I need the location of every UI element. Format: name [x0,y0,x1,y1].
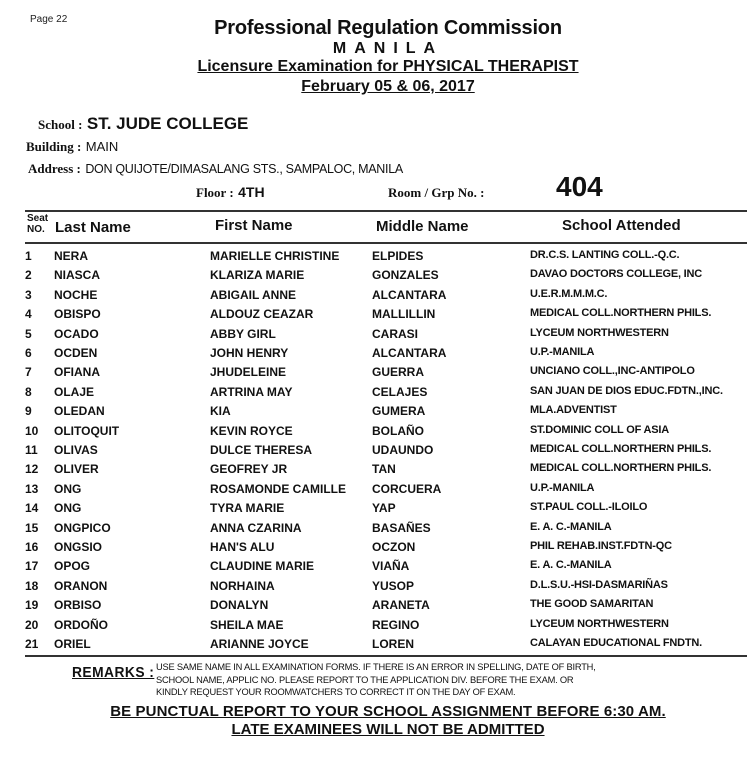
first-name: ROSAMONDE CAMILLE [210,481,346,496]
seat-number: 21 [25,637,39,651]
middle-name: GUERRA [372,365,425,380]
middle-name: TAN [372,462,396,477]
middle-name: CARASI [372,326,419,341]
school-attended: UNCIANO COLL.,INC-ANTIPOLO [530,365,695,378]
school-attended: LYCEUM NORTHWESTERN [530,326,669,339]
first-name: ARTRINA MAY [210,384,293,399]
punctuality-notice: BE PUNCTUAL REPORT TO YOUR SCHOOL ASSIGNMENT BEFORE 6:30 AM. [110,703,666,720]
table-header-rule [25,242,747,244]
first-name: ABBY GIRL [210,326,276,341]
middle-name: GUMERA [372,404,426,419]
middle-name: LOREN [372,637,414,651]
middle-name: ELPIDES [372,249,424,263]
table-row [0,249,750,268]
room-number: 404 [556,171,603,202]
first-name: ABIGAIL ANNE [210,287,297,302]
middle-name: BASAÑES [372,520,431,535]
school-attended: SAN JUAN DE DIOS EDUC.FDTN.,INC. [530,384,723,397]
seat-number: 4 [25,307,32,322]
middle-name: CORCUERA [372,481,442,496]
seat-number: 6 [25,346,32,360]
school-attended: D.L.S.U.-HSI-DASMARIÑAS [530,578,668,591]
school-label: School : [38,117,83,132]
table-row [0,618,750,637]
address-field [28,160,403,178]
header-first-name: First Name [215,217,293,234]
table-row [0,482,750,501]
table-row [0,637,750,656]
first-name: KLARIZA MARIE [210,268,305,283]
table-row [0,307,750,326]
last-name: OLEDAN [54,404,105,419]
last-name: OPOG [54,559,91,574]
seat-number: 3 [25,287,32,302]
middle-name: GONZALES [372,268,439,283]
last-name: NERA [54,249,89,263]
late-notice: LATE EXAMINEES WILL NOT BE ADMITTED [231,721,545,738]
first-name: DULCE THERESA [210,443,313,457]
school-attended: ST.PAUL COLL.-ILOILO [530,501,648,514]
seat-number: 15 [25,520,39,535]
seat-number: 5 [25,326,32,341]
last-name: ORIEL [54,637,91,651]
org-title: Professional Regulation Commission [214,17,562,39]
room-field [388,184,484,202]
last-name: ONGPICO [54,520,111,535]
last-name: NIASCA [54,268,101,283]
middle-name: ALCANTARA [372,287,447,302]
seat-number: 20 [25,617,39,632]
address-label: Address : [28,161,81,176]
school-attended: E. A. C.-MANILA [530,520,612,533]
school-attended: THE GOOD SAMARITAN [530,598,654,611]
last-name: OFIANA [54,365,100,380]
first-name: SHEILA MAE [210,617,284,632]
page-number: Page 22 [30,14,68,25]
school-attended: DAVAO DOCTORS COLLEGE, INC [530,268,703,281]
last-name: OCDEN [54,346,98,360]
school-attended: U.E.R.M.M.M.C. [530,287,608,300]
last-name: OBISPO [54,307,101,322]
school-attended: LYCEUM NORTHWESTERN [530,617,669,630]
header-middle-name: Middle Name [376,218,469,235]
last-name: NOCHE [54,287,98,302]
first-name: ALDOUZ CEAZAR [210,307,314,322]
school-attended: CALAYAN EDUCATIONAL FNDTN. [530,637,703,649]
seat-number: 2 [25,268,32,283]
table-row [0,598,750,617]
seat-number: 12 [25,462,39,477]
last-name: ONGSIO [54,540,103,554]
table-row [0,365,750,384]
building-value: MAIN [85,139,119,154]
header-seat-line1: Seat [27,213,49,224]
school-attended: MEDICAL COLL.NORTHERN PHILS. [530,307,712,320]
table-row [0,462,750,481]
seat-number: 9 [25,404,32,419]
school-attended: MEDICAL COLL.NORTHERN PHILS. [530,462,712,475]
first-name: ARIANNE JOYCE [210,637,309,651]
first-name: NORHAINA [210,578,275,593]
first-name: HAN'S ALU [210,540,275,554]
last-name: ORDOÑO [54,617,108,632]
middle-name: ALCANTARA [372,346,447,360]
middle-name: YUSOP [372,578,415,593]
remarks-text [156,661,676,699]
first-name: CLAUDINE MARIE [210,559,314,574]
room-label: Room / Grp No. : [388,185,485,200]
school-attended: MLA.ADVENTIST [530,404,617,417]
school-attended: U.P.-MANILA [530,481,595,494]
building-field [26,138,118,156]
first-name: KIA [210,404,231,419]
middle-name: BOLAÑO [372,423,424,438]
table-row [0,424,750,443]
school-attended: MEDICAL COLL.NORTHERN PHILS. [530,443,712,455]
seat-number: 1 [25,249,32,263]
table-row [0,288,750,307]
first-name: JOHN HENRY [210,346,289,360]
middle-name: MALLILLIN [372,307,436,322]
seat-number: 8 [25,384,32,399]
school-attended: PHIL REHAB.INST.FDTN-QC [530,540,672,552]
middle-name: YAP [372,501,396,516]
school-field [38,114,248,134]
school-attended: DR.C.S. LANTING COLL.-Q.C. [530,249,680,261]
table-row [0,443,750,462]
header-school-attended: School Attended [562,217,681,234]
header-seat-line2: NO. [27,224,45,235]
table-row [0,268,750,287]
table-row [0,521,750,540]
table-row [0,404,750,423]
last-name: OLIVER [54,462,99,477]
header-last-name: Last Name [55,219,131,236]
first-name: TYRA MARIE [210,501,285,516]
last-name: ONG [54,481,82,496]
first-name: MARIELLE CHRISTINE [210,249,340,263]
seat-number: 16 [25,540,39,554]
first-name: ANNA CZARINA [210,520,302,535]
seat-number: 7 [25,365,32,380]
middle-name: REGINO [372,617,420,632]
table-row [0,385,750,404]
middle-name: UDAUNDO [372,443,434,457]
last-name: OLAJE [54,384,95,399]
header-seat-no [27,213,48,235]
building-label: Building : [26,139,82,154]
school-value: ST. JUDE COLLEGE [86,114,249,133]
table-row [0,579,750,598]
seat-number: 10 [25,423,39,438]
table-row [0,327,750,346]
floor-field [196,184,265,202]
middle-name: OCZON [372,540,416,554]
last-name: ONG [54,501,82,516]
table-row [0,540,750,559]
floor-value: 4TH [238,184,265,200]
seat-number: 19 [25,598,39,613]
exam-dates: February 05 & 06, 2017 [301,78,475,95]
table-row [0,501,750,520]
school-attended: ST.DOMINIC COLL OF ASIA [530,423,670,436]
seat-number: 14 [25,501,39,516]
first-name: KEVIN ROYCE [210,423,293,438]
exam-title: Licensure Examination for PHYSICAL THERAPIST [197,58,579,75]
remarks-line-2: SCHOOL NAME, APPLIC NO. PLEASE REPORT TO THE APPLICATION DIV. BEFORE THE EXAM. OR [156,674,574,685]
middle-name: VIAÑA [372,559,410,574]
first-name: GEOFREY JR [210,462,288,477]
last-name: OCADO [54,326,99,341]
table-top-rule [25,210,747,212]
last-name: ORANON [54,578,108,593]
last-name: OLITOQUIT [54,423,120,438]
school-attended: U.P.-MANILA [530,346,595,358]
seat-number: 11 [25,443,38,457]
seat-number: 17 [25,559,39,574]
seat-number: 13 [25,481,39,496]
address-value: DON QUIJOTE/DIMASALANG STS., SAMPALOC, MANILA [85,162,403,176]
seat-number: 18 [25,578,39,593]
floor-label: Floor : [196,185,234,200]
table-row [0,346,750,365]
table-row [0,559,750,578]
middle-name: ARANETA [372,598,430,613]
school-attended: E. A. C.-MANILA [530,559,612,572]
remarks-line-3: KINDLY REQUEST YOUR ROOMWATCHERS TO CORRECT IT ON THE DAY OF EXAM. [156,687,516,697]
remarks-line-1: USE SAME NAME IN ALL EXAMINATION FORMS. IF THERE IS AN ERROR IN SPELLING, DATE OF BIRTH, [156,662,596,672]
first-name: DONALYN [210,598,269,613]
remarks-label: REMARKS : [72,664,155,681]
middle-name: CELAJES [372,384,428,399]
table-bottom-rule [25,655,747,657]
city-title: MANILA [332,40,444,57]
last-name: ORBISO [54,598,102,613]
last-name: OLIVAS [54,443,98,457]
first-name: JHUDELEINE [210,365,287,380]
